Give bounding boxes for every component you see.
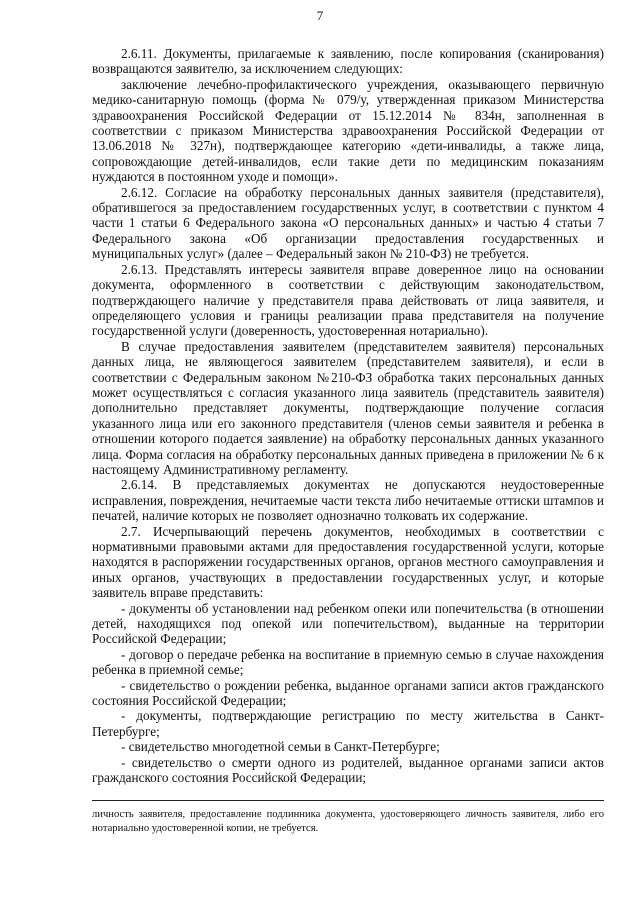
list-item-death-certificate: - свидетельство о смерти одного из родителей, выданное органами записи актов гражданского состояния Российской Федерации; <box>92 754 604 786</box>
list-item-foster-family: - договор о передаче ребенка на воспитание в приемную семью в случае нахождения ребенка в приемной семье; <box>92 646 604 678</box>
list-item-guardianship: - документы об установлении над ребенком опеки или попечительства (в отношении детей, находящихся под опекой или попечительством), выданные на территории Российской Федерации; <box>92 600 604 647</box>
footnote-divider <box>92 800 604 801</box>
footnote-text: личность заявителя, предоставление подлинника документа, удостоверяющего личность заявителя, либо его нотариально удостоверенной копии, не требуется. <box>92 809 604 834</box>
footnote <box>92 808 604 835</box>
paragraph-medical-conclusion: заключение лечебно-профилактического учреждения, оказывающего первичную медико-санитарную помощь (форма № 079/у, утвержденная приказом Министерства здравоохранения Российской Федерации от 15.12.2014 № 834н, заполненная в соответствии с приказом Министерства здравоохранения Российской Федерации от 13.06.2018 № 327н), подтверждающее категорию «дети-инвалиды, а также лица, сопровождающие детей-инвалидов, если такие дети по медицинским показаниям нуждаются в постоянном уходе и помощи». <box>92 76 604 185</box>
page-number: 7 <box>316 8 324 23</box>
paragraph-personal-data-consent: В случае предоставления заявителем (представителем заявителя) персональных данных лица, не являющегося заявителем (представителем заявителя), и если в соответствии с Федеральным законом №210-ФЗ обработка таких персональных данных может осуществляться с согласия указанного лица заявитель (представитель заявителя) дополнительно представляет документы, подтверждающие получение согласия указанного лица или его законного представителя (членов семьи заявителя и ребенка в отношении которого подается заявление) на обработку персональных данных указанного лица. Форма согласия на обработку персональных данных приведена в приложении № 6 к настоящему Административному регламенту. <box>92 338 604 477</box>
paragraph-2-6-13: 2.6.13. Представлять интересы заявителя вправе доверенное лицо на основании документа, оформленного в соответствии с действующим законодательством, подтверждающего наличие у представителя права действовать от лица заявителя, и определяющего условия и границы реализации права представителя на получение государственной услуги (доверенность, удостоверенная нотариально). <box>92 261 604 339</box>
list-item-registration: - документы, подтверждающие регистрацию по месту жительства в Санкт-Петербурге; <box>92 708 604 739</box>
paragraph-2-6-14: 2.6.14. В представляемых документах не допускаются неудостоверенные исправления, повреждения, нечитаемые части текста либо нечитаемые оттиски штампов и печатей, наличие которых не позволяет однозначно толковать их содержание. <box>92 477 604 524</box>
paragraph-2-7: 2.7. Исчерпывающий перечень документов, необходимых в соответствии с нормативными правовыми актами для предоставления государственной услуги, которые находятся в распоряжении государственных органов, органов местного самоуправления и иных органов, участвующих в предоставлении государственных услуг, и которые заявитель вправе представить: <box>92 523 604 601</box>
list-item-large-family: - свидетельство многодетной семьи в Санкт-Петербурге; <box>121 739 440 755</box>
list-item-birth-certificate: - свидетельство о рождении ребенка, выданное органами записи актов гражданского состояния Российской Федерации; <box>92 677 604 709</box>
paragraph-2-6-11: 2.6.11. Документы, прилагаемые к заявлению, после копирования (сканирования) возвращаются заявителю, за исключением следующих: <box>92 46 604 77</box>
body-text <box>92 46 604 786</box>
paragraph-2-6-12: 2.6.12. Согласие на обработку персональных данных заявителя (представителя), обратившегося за предоставлением государственных услуг, в соответствии с пунктом 4 части 1 статьи 6 Федерального закона «О персональных данных» и частью 4 статьи 7 Федерального закона «Об организации предоставления государственных и муниципальных услуг» (далее – Федеральный закон № 210-ФЗ) не требуется. <box>92 184 604 262</box>
